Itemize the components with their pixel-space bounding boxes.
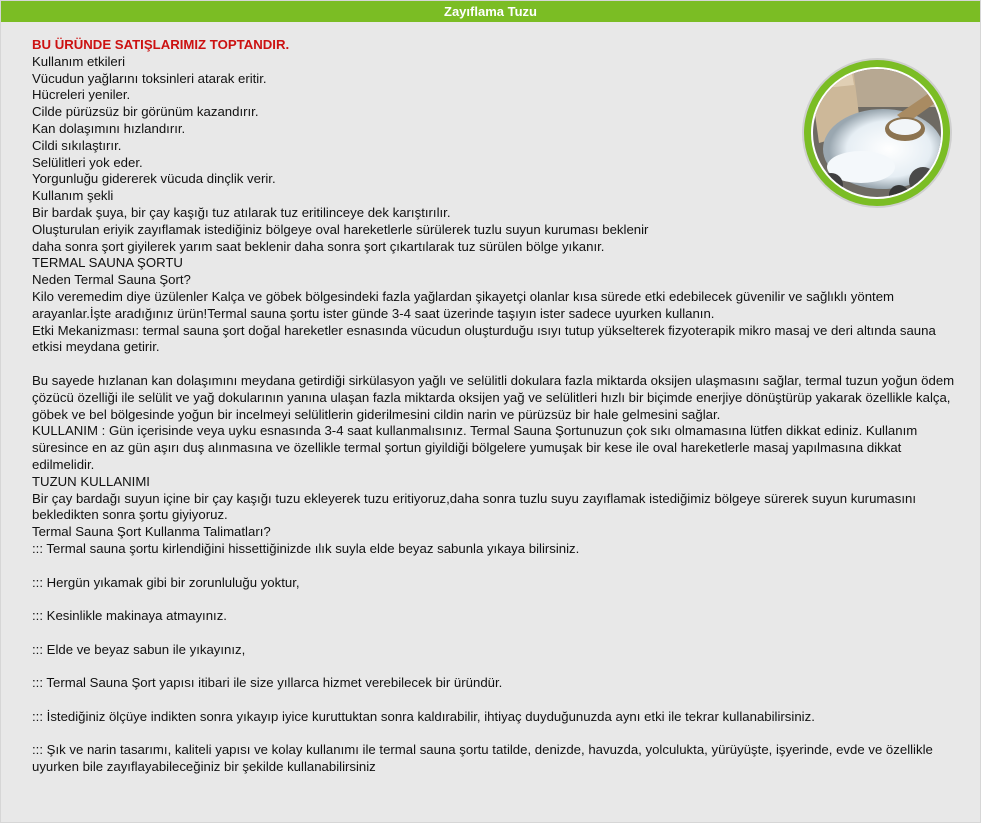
text-line: Kullanım şekli (32, 188, 114, 204)
text-line: Hücreleri yeniler. (32, 87, 131, 103)
paragraph: Bir çay bardağı suyun içine bir çay kaşığı tuzu ekleyerek tuzu eritiyoruz,daha sonra tuzlu suyu zayıflamak istediğimiz bölgeye sürerek suyun kurumasını bekledikten sonra şortu giyiyoruz. (32, 490, 916, 523)
text-line: Cildi sıkılaştırır. (32, 137, 122, 153)
panel-title: Zayıflama Tuzu (1, 1, 980, 22)
text-line: Selülitleri yok eder. (32, 154, 143, 170)
blank-line (32, 591, 962, 608)
text-line: Vücudun yağlarını toksinleri atarak eritir. (32, 70, 267, 86)
blank-line (32, 625, 962, 642)
paragraph: Bu sayede hızlanan kan dolaşımını meydana getirdiği sirkülasyon yağlı ve selülitli dokulara fazla miktarda oksijen ulaşmasını sağlar, termal tuzun yoğun ödem çözücü özelliği ile selülit ve yağ dokularının yanına ulaşan fazla miktarda oksijen yağ ve selülitleri hızlı bir biçimde enerjiye dönüştürüp yakarak özellikle kalça, göbek ve bel bölgesinde yoğun bir incelmeyi selülitlerin giderilmesini cildin narin ve pürüzsüz bir hale gelmesini sağlar. (32, 372, 955, 422)
section-heading: Neden Termal Sauna Şort? (32, 272, 191, 288)
section-heading: Termal Sauna Şort Kullanma Talimatları? (32, 524, 271, 540)
blank-line (32, 356, 962, 373)
text-line: Oluşturulan eriyik zayıflamak istediğiniz bölgeye oval hareketlerle sürülerek tuzlu suyun kuruması beklenir (32, 221, 649, 237)
blank-line (32, 726, 962, 743)
instruction-item: ::: Hergün yıkamak gibi bir zorunluluğu yoktur, (32, 574, 300, 590)
text-line: Kullanım etkileri (32, 53, 126, 69)
paragraph: Kilo veremedim diye üzülenler Kalça ve göbek bölgesindeki fazla yağlardan şikayetçi olanlar kısa sürede etki edebilecek güvenilir ve sağlıklı yöntem arayanlar.İşte aradığınız ürün!Termal sauna şortu ister günde 3-4 saat üzerinde taşıyın ister sadece uyurken kullanın. (32, 288, 895, 321)
product-description (32, 37, 962, 776)
blank-line (32, 558, 962, 575)
paragraph: KULLANIM : Gün içerisinde veya uyku esnasında 3-4 saat kullanmalısınız. Termal Sauna Şortunuzun çok sıkı olmamasına lütfen dikkat ediniz. Kullanım süresince en az gün aşırı duş alınmasına ve özellikle termal şortun giyildiği bölgelere yumuşak bir kese ile oval hareketlerle masaj yapılmasına dikkat edilmelidir. (32, 423, 918, 472)
instruction-item: ::: Kesinlikle makinaya atmayınız. (32, 608, 227, 624)
text-line: Bir bardak şuya, bir çay kaşığı tuz atılarak tuz eritilinceye dek karıştırılır. (32, 204, 451, 220)
blank-line (32, 692, 962, 709)
blank-line (32, 658, 962, 675)
wholesale-notice: BU ÜRÜNDE SATIŞLARIMIZ TOPTANDIR. (32, 37, 290, 52)
instruction-item: ::: İstediğiniz ölçüye indikten sonra yıkayıp iyice kuruttuktan sonra kaldırabilir, ihtiyaç duyduğunuzda aynı etki ile tekrar kullanabilirsiniz. (32, 708, 815, 724)
text-line: daha sonra şort giyilerek yarım saat beklenir daha sonra şort çıkartılarak tuz sürülen bölge yıkanır. (32, 238, 605, 254)
section-heading: TUZUN KULLANIMI (32, 473, 150, 489)
instruction-item: ::: Termal Sauna Şort yapısı itibari ile size yıllarca hizmet verebilecek bir üründür. (32, 675, 503, 691)
instruction-item: ::: Termal sauna şortu kirlendiğini hissettiğinizde ılık suyla elde beyaz sabunla yıkaya bilirsiniz. (32, 540, 580, 556)
section-heading: TERMAL SAUNA ŞORTU (32, 255, 183, 271)
paragraph: Etki Mekanizması: termal sauna şort doğal hareketler esnasında vücudun oluşturduğu ısıyı tutup yükselterek fizyoterapik mikro masaj ve deri altında sauna etkisi meydana getirir. (32, 322, 936, 355)
text-line: Kan dolaşımını hızlandırır. (32, 120, 186, 136)
text-line: Cilde pürüzsüz bir görünüm kazandırır. (32, 104, 259, 120)
text-line: Yorgunluğu gidererek vücuda dinçlik verir. (32, 171, 276, 187)
instruction-item: ::: Şık ve narin tasarımı, kaliteli yapısı ve kolay kullanımı ile termal sauna şortu tatilde, denizde, havuzda, yolculukta, yürüyüşte, işyerinde, evde ve özellikle uyurken bile zayıflayabileceğiniz bir şekilde kullanabilirsiniz (32, 742, 933, 775)
instruction-item: ::: Elde ve beyaz sabun ile yıkayınız, (32, 641, 246, 657)
